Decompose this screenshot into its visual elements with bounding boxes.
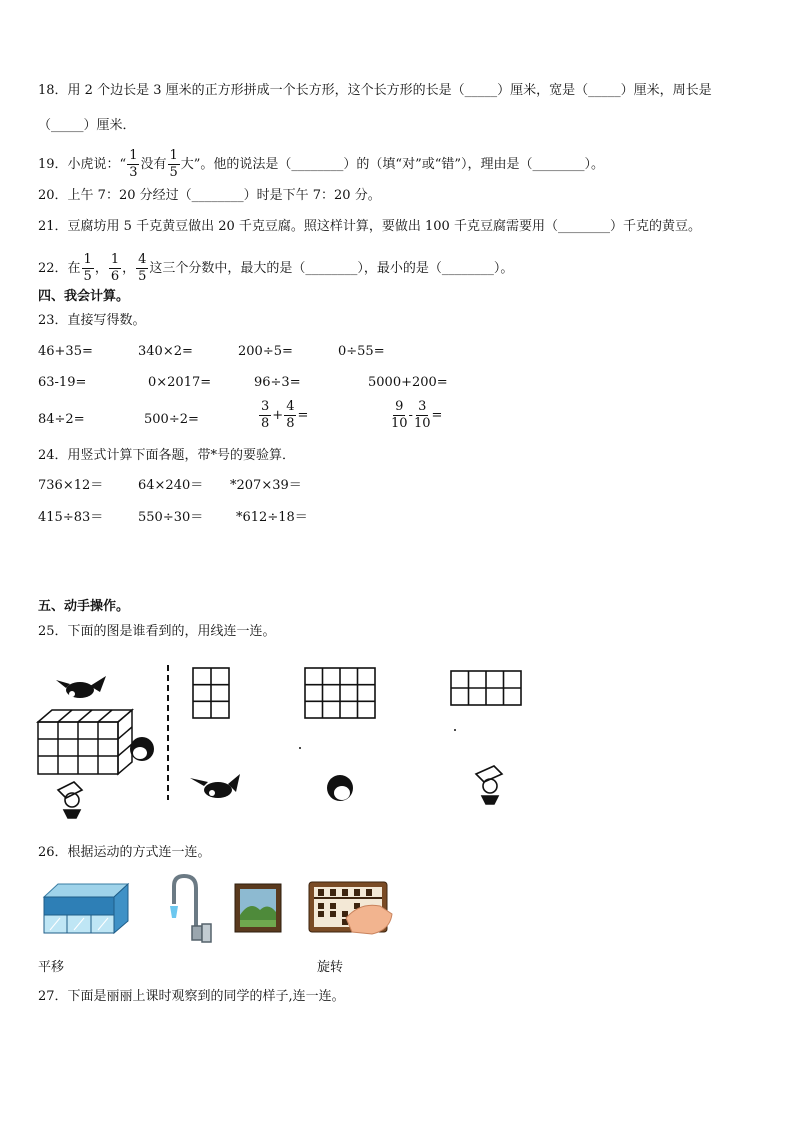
calc-item: 5000+200= [368,375,448,390]
question-27-title: 27．下面是丽丽上课时观察到的同学的样子,连一连。 [38,989,345,1004]
hand-icon [346,905,392,934]
fraction-addition: $\frac{3}{8}$ + $\frac{4}{8}$ = [261,399,309,431]
abacus-icon [309,882,387,932]
calc-item: 550÷30＝ [138,510,204,525]
question-23-title: 23．直接写得数。 [38,313,146,328]
fraction-subtraction: $\frac{9}{10}$ - $\frac{3}{10}$ = [391,399,443,431]
bird-icon [190,774,240,798]
sliding-window-icon [44,884,128,933]
calc-item: 0×2017= [148,375,212,390]
question-20: 20．上午 7：20 分经过（________）时是下午 7：20 分。 [38,188,381,203]
question-26-title: 26．根据运动的方式连一连。 [38,845,211,860]
calc-item: 84÷2= [38,412,85,427]
view-grid-4x2 [451,671,521,705]
calc-item: *612÷18＝ [236,510,308,525]
bird-icon [56,676,106,698]
calc-item: 500÷2= [144,412,199,427]
question-25-title: 25．下面的图是谁看到的，用线连一连。 [38,624,276,639]
question-18-line2: （_____）厘米． [38,118,136,133]
person-with-hat-icon [476,766,502,804]
calc-item: 64×240＝ [138,478,204,493]
question-19: 19．小虎说：“ $\frac{1}{3}$ 没有 $\frac{1}{5}$ 大”。他的说法是（________）的（填“对”或“错”），理由是（________）。 [38,148,605,180]
section-4-heading: 四、我会计算。 [38,289,130,304]
cube-stack-icon [38,710,132,774]
question-21: 21．豆腐坊用 5 千克黄豆做出 20 千克豆腐。照这样计算，要做出 100 千克豆腐需要用（________）千克的黄豆。 [38,219,701,234]
calc-item: 736×12＝ [38,478,104,493]
question-22: 22．在 $\frac{1}{5}$ ， $\frac{1}{6}$ ， $\frac{4}{5}$ 这三个分数中，最大的是（________），最小的是（________）。 [38,252,514,284]
calc-item: 46+35= [38,344,93,359]
picture-frame-icon [235,884,281,932]
view-grid-2x3 [193,668,229,718]
fraction-1-5: $\frac{1}{5}$ [83,252,92,284]
calc-item: 340×2= [138,344,193,359]
fraction-1-6: $\frac{1}{6}$ [110,252,120,284]
label-rotation: 旋转 [317,960,344,975]
boy-head-icon [327,775,353,801]
person-with-hat-icon [58,782,82,818]
section-5-heading: 五、动手操作。 [38,599,130,614]
fraction-one-fifth: $\frac{1}{5}$ [169,148,178,180]
water-drop-icon [170,906,178,918]
calc-item: 200÷5= [238,344,293,359]
fraction-4-5: $\frac{4}{5}$ [138,252,147,284]
faucet-icon [174,876,211,942]
calc-item: 0÷55= [338,344,385,359]
label-translation: 平移 [38,960,65,975]
calc-item: 415÷83＝ [38,510,104,525]
fraction-one-third: $\frac{1}{3}$ [129,148,138,180]
boy-head-icon [130,737,154,761]
question-24-title: 24．用竖式计算下面各题，带*号的要验算． [38,448,296,463]
calc-item: *207×39＝ [230,478,302,493]
calc-item: 96÷3= [254,375,301,390]
view-grid-4x3 [305,668,375,718]
calc-item: 63-19= [38,375,87,390]
question-18-line1: 18．用 2 个边长是 3 厘米的正方形拼成一个长方形，这个长方形的长是（_____）厘米，宽是（_____）厘米，周长是 [38,83,712,98]
